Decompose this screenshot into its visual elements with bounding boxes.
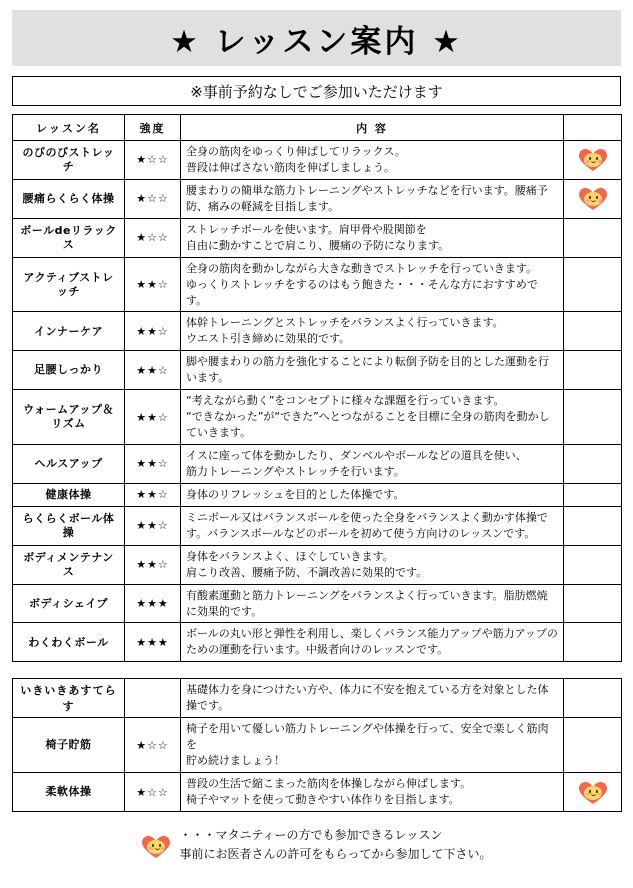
lesson-icon-cell xyxy=(564,218,622,257)
lesson-description-cell: 身体をバランスよく、ほぐしていきます。 肩こり改善、腰痛予防、不調改善に効果的です。 xyxy=(181,545,564,584)
lesson-name-cell: インナーケア xyxy=(13,312,125,351)
lesson-description-cell: 体幹トレーニングとストレッチをバランスよく行っていきます。 ウエスト引き締めに効果的です。 xyxy=(181,312,564,351)
lesson-level-cell: ★☆☆ xyxy=(125,773,181,812)
table-row xyxy=(13,584,622,623)
lesson-name-cell: らくらくボール体操 xyxy=(13,506,125,545)
lesson-description-cell: 普段の生活で縮こまった筋肉を体操しながら伸ばします。 椅子やマットを使って動きやすい体作りを目指します。 xyxy=(181,773,564,812)
lesson-description-cell: ストレッチボールを使います。肩甲骨や股関節を 自由に動かすことで肩こり、腰痛の予防になります。 xyxy=(181,218,564,257)
lesson-description-cell: “考えながら動く”をコンセプトに様々な課題を行っていきます。 “できなかった”が“できた”へとつながることを目標に全身の筋肉を動かしていきます。 xyxy=(181,390,564,445)
footer-note xyxy=(12,826,621,864)
lesson-icon-cell xyxy=(564,312,622,351)
lesson-table-secondary xyxy=(12,678,622,812)
lesson-icon-cell xyxy=(564,351,622,390)
lesson-level-cell: ★☆☆ xyxy=(125,718,181,773)
lesson-name-cell: いきいきあすてらす xyxy=(13,679,125,718)
cheek-left xyxy=(586,160,590,163)
table-row xyxy=(13,506,622,545)
lesson-icon-cell xyxy=(564,718,622,773)
lesson-level-cell: ★★☆ xyxy=(125,445,181,484)
page-title-banner xyxy=(12,10,621,66)
lesson-description-cell: ボールの丸い形と弾性を利用し、楽しくバランス能力アップや筋力アップのための運動を行います。中級者向けのレッスンです。 xyxy=(181,623,564,662)
table-row xyxy=(13,312,622,351)
lesson-description-cell: 全身の筋肉を動かしながら大きな動きでストレッチを行っていきます。 ゆっくりストレッチをするのはもう飽きた・・・そんな方におすすめです。 xyxy=(181,257,564,312)
cheek-right xyxy=(598,160,602,163)
lesson-icon-cell xyxy=(564,257,622,312)
lesson-level-cell: ★★☆ xyxy=(125,545,181,584)
footer-line-1: ・・・マタニティーの方でも参加できるレッスン xyxy=(179,828,443,842)
lesson-level-cell: ★★☆ xyxy=(125,506,181,545)
lesson-description-cell: 基礎体力を身につけたい方や、体力に不安を抱えている方を対象とした体操です。 xyxy=(181,679,564,718)
lesson-description-cell: 椅子を用いて優しい筋力トレーニングや体操を行って、安全で楽しく筋肉を 貯め続けましょう！ xyxy=(181,718,564,773)
footer-line-2: 事前にお医者さんの許可をもらってから参加して下さい。 xyxy=(179,847,492,862)
cheek-left xyxy=(586,199,590,202)
cheek-right xyxy=(598,199,602,202)
heart-face-icon xyxy=(578,145,608,171)
lesson-level-cell: ★☆☆ xyxy=(125,218,181,257)
lesson-description-cell: 腰まわりの簡単な筋力トレーニングやストレッチなどを行います。腰痛予防、痛みの軽減を目指します。 xyxy=(181,179,564,218)
table-row xyxy=(13,141,622,180)
table-row xyxy=(13,445,622,484)
table-row xyxy=(13,218,622,257)
table-spacer xyxy=(12,662,621,678)
notice-bar xyxy=(12,76,621,106)
page-title: ★ レッスン案内 ★ xyxy=(170,23,463,60)
table-row xyxy=(13,179,622,218)
lesson-icon-cell xyxy=(564,623,622,662)
heart-face-icon xyxy=(578,778,608,804)
lesson-level-cell: ★☆☆ xyxy=(125,141,181,180)
lesson-description-cell: 身体のリフレッシュを目的とした体操です。 xyxy=(181,483,564,506)
lesson-name-cell: 健康体操 xyxy=(13,483,125,506)
lesson-name-cell: ボディシェイプ xyxy=(13,584,125,623)
lesson-icon-cell xyxy=(564,545,622,584)
lesson-name-cell: 椅子貯筋 xyxy=(13,718,125,773)
lesson-table xyxy=(12,114,622,662)
table-row xyxy=(13,545,622,584)
table-row xyxy=(13,257,622,312)
lesson-name-cell: アクティブストレッチ xyxy=(13,257,125,312)
lesson-icon-cell xyxy=(564,390,622,445)
lesson-level-cell: ★☆☆ xyxy=(125,179,181,218)
lesson-icon-cell xyxy=(564,584,622,623)
table-row xyxy=(13,773,622,812)
column-header-name: レッスン名 xyxy=(13,115,125,141)
cheek-right xyxy=(598,793,602,796)
lesson-level-cell: ★★☆ xyxy=(125,483,181,506)
lesson-description-cell: ミニボール又はバランスボールを使った全身をバランスよく動かす体操です。バランスボールなどのボールを初めて使う方向けのレッスンです。 xyxy=(181,506,564,545)
lesson-icon-cell xyxy=(564,773,622,812)
lesson-level-cell xyxy=(125,679,181,718)
column-header-content: 内 容 xyxy=(181,115,564,141)
lesson-name-cell: 足腰しっかり xyxy=(13,351,125,390)
notice-text: ※事前予約なしでご参加いただけます xyxy=(190,82,443,101)
lesson-level-cell: ★★☆ xyxy=(125,257,181,312)
table-header-row xyxy=(13,115,622,141)
lesson-name-cell: ヘルスアップ xyxy=(13,445,125,484)
lesson-icon-cell xyxy=(564,179,622,218)
mouth-shape xyxy=(591,793,596,796)
lesson-description-cell: 脚や腰まわりの筋力を強化することにより転倒予防を目的とした運動を行います。 xyxy=(181,351,564,390)
lesson-name-cell: 柔軟体操 xyxy=(13,773,125,812)
lesson-name-cell: のびのびストレッチ xyxy=(13,141,125,180)
lesson-name-cell: ウォームアップ＆リズム xyxy=(13,390,125,445)
lesson-icon-cell xyxy=(564,506,622,545)
table-row xyxy=(13,351,622,390)
heart-face-icon xyxy=(141,832,171,858)
lesson-name-cell: 腰痛らくらく体操 xyxy=(13,179,125,218)
lesson-icon-cell xyxy=(564,483,622,506)
lesson-icon-cell xyxy=(564,141,622,180)
table-row xyxy=(13,623,622,662)
lesson-name-cell: わくわくボール xyxy=(13,623,125,662)
column-header-level: 強度 xyxy=(125,115,181,141)
lesson-name-cell: ボールdeリラックス xyxy=(13,218,125,257)
table-row xyxy=(13,679,622,718)
lesson-level-cell: ★★☆ xyxy=(125,390,181,445)
lesson-level-cell: ★★☆ xyxy=(125,351,181,390)
table-row xyxy=(13,390,622,445)
lesson-description-cell: 有酸素運動と筋力トレーニングをバランスよく行っていきます。脂肪燃焼に効果的です。 xyxy=(181,584,564,623)
lesson-name-cell: ボディメンテナンス xyxy=(13,545,125,584)
heart-face-icon xyxy=(578,184,608,210)
lesson-description-cell: 全身の筋肉をゆっくり伸ばしてリラックス。 普段は伸ばさない筋肉を伸ばしましょう。 xyxy=(181,141,564,180)
cheek-left xyxy=(586,793,590,796)
lesson-level-cell: ★★★ xyxy=(125,623,181,662)
lesson-icon-cell xyxy=(564,679,622,718)
lesson-level-cell: ★★★ xyxy=(125,584,181,623)
table-row xyxy=(13,718,622,773)
footer-note-text xyxy=(179,826,491,864)
lesson-level-cell: ★★☆ xyxy=(125,312,181,351)
lesson-description-cell: イスに座って体を動かしたり、ダンベルやボールなどの道具を使い、 筋力トレーニングやストレッチを行います。 xyxy=(181,445,564,484)
lesson-icon-cell xyxy=(564,445,622,484)
column-header-icon xyxy=(564,115,622,141)
table-row xyxy=(13,483,622,506)
